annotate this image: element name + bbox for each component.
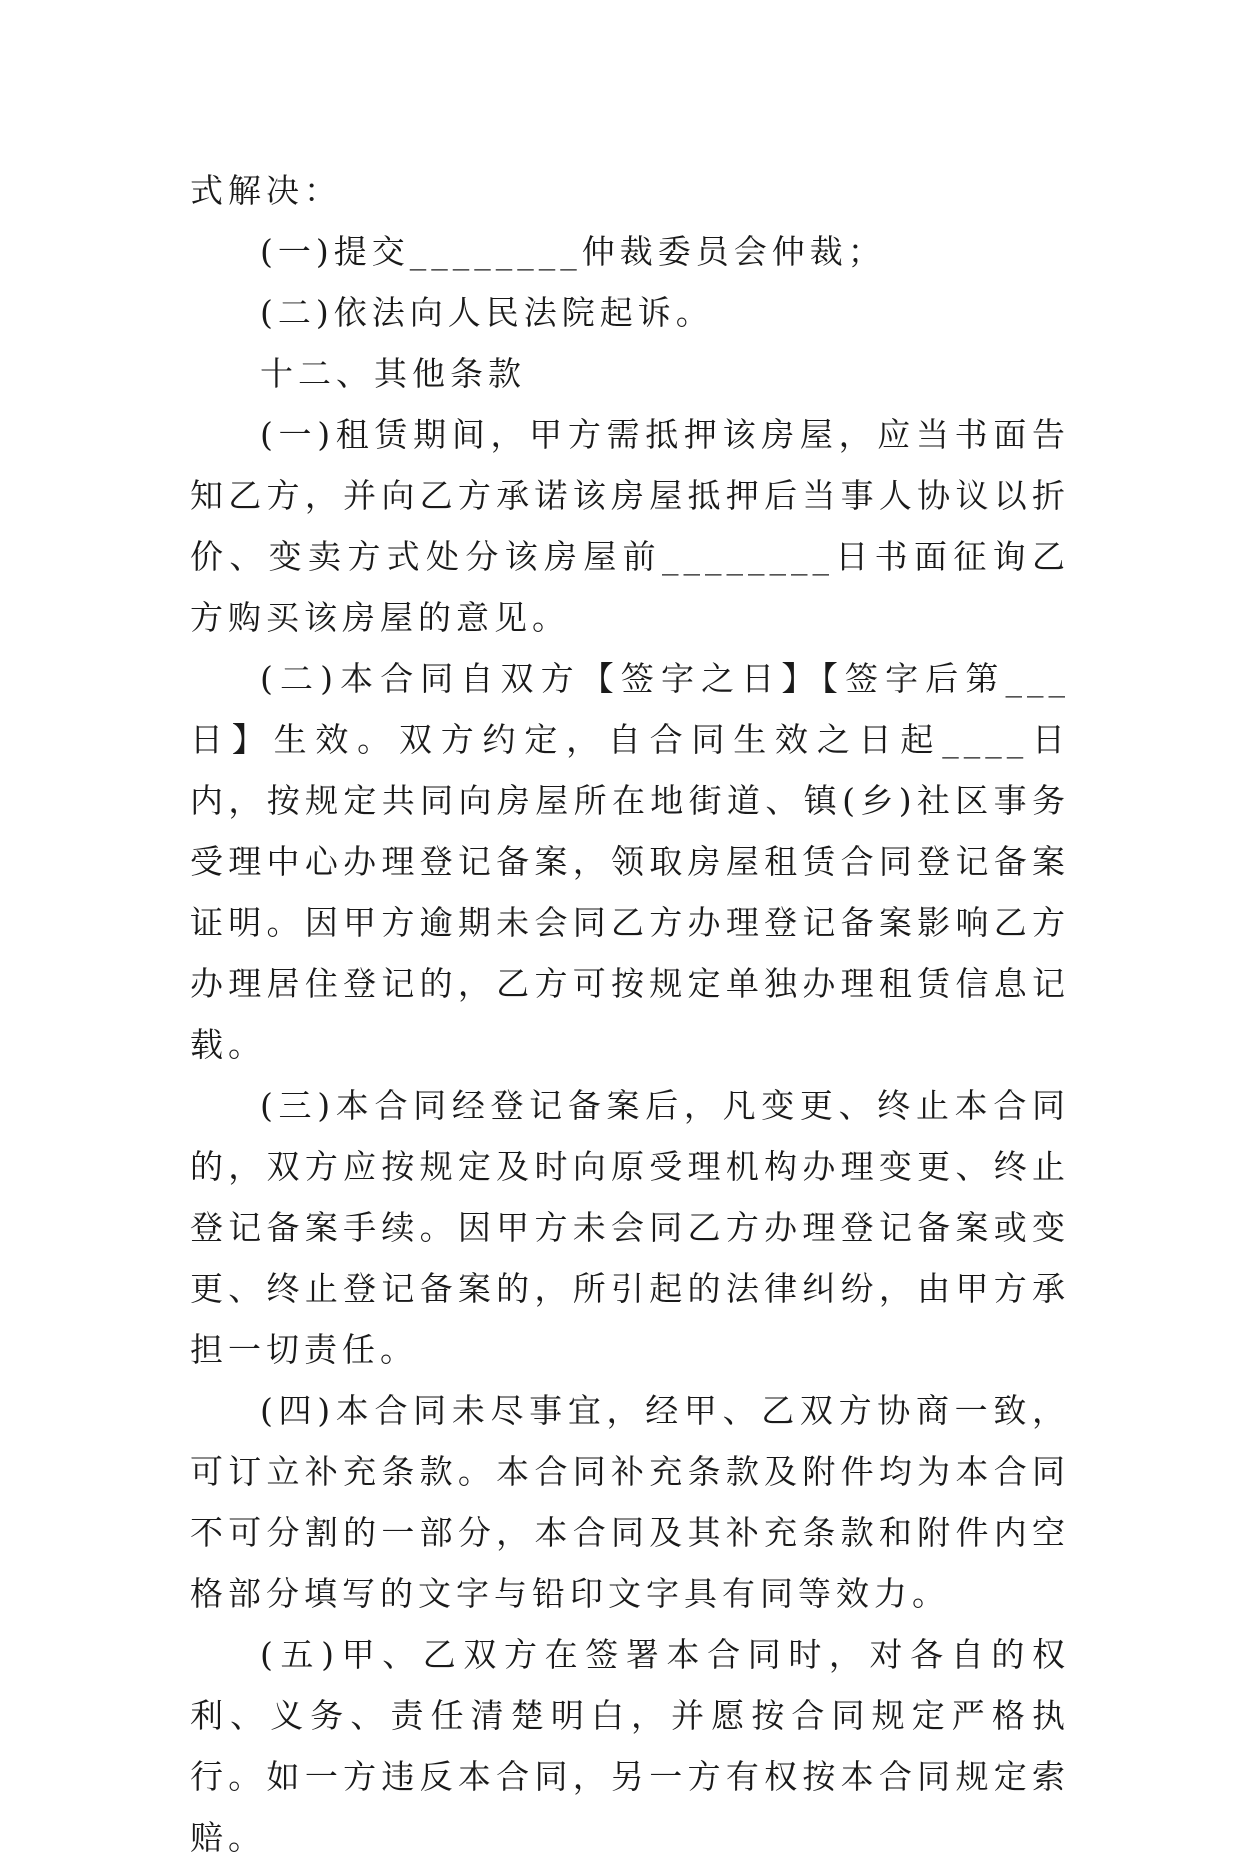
section-heading: 十二、其他条款 [260,354,526,393]
document-body [190,160,1070,1868]
paragraph-6: (二)本合同自双方【签字之日】【签字后第___日】生效。双方约定，自合同生效之日起____日内，按规定共同向房屋所在地街道、镇(乡)社区事务受理中心办理登记备案，领取房屋租赁合同登记备案证明。因甲方逾期未会同乙方办理登记备案影响乙方办理居住登记的，乙方可按规定单独办理租赁信息记载。 [190,659,1070,1064]
paragraph-5: (一)租赁期间，甲方需抵押该房屋，应当书面告知乙方，并向乙方承诺该房屋抵押后当事人协议以折价、变卖方式处分该房屋前________日书面征询乙方购买该房屋的意见。 [190,415,1070,637]
paragraph-7: (三)本合同经登记备案后，凡变更、终止本合同的，双方应按规定及时向原受理机构办理变更、终止登记备案手续。因甲方未会同乙方办理登记备案或变更、终止登记备案的，所引起的法律纠纷，由甲方承担一切责任。 [190,1086,1070,1369]
paragraph-8: (四)本合同未尽事宜，经甲、乙双方协商一致，可订立补充条款。本合同补充条款及附件均为本合同不可分割的一部分，本合同及其补充条款和附件内空格部分填写的文字与铅印文字具有同等效力。 [190,1391,1070,1613]
paragraph-2: (一)提交________仲裁委员会仲裁； [260,232,886,271]
paragraph-3: (二)依法向人民法院起诉。 [260,293,714,332]
paragraph-1: 式解决： [190,171,342,210]
paragraph-9: (五)甲、乙双方在签署本合同时，对各自的权利、义务、责任清楚明白，并愿按合同规定严格执行。如一方违反本合同，另一方有权按本合同规定索赔。 [190,1635,1070,1857]
